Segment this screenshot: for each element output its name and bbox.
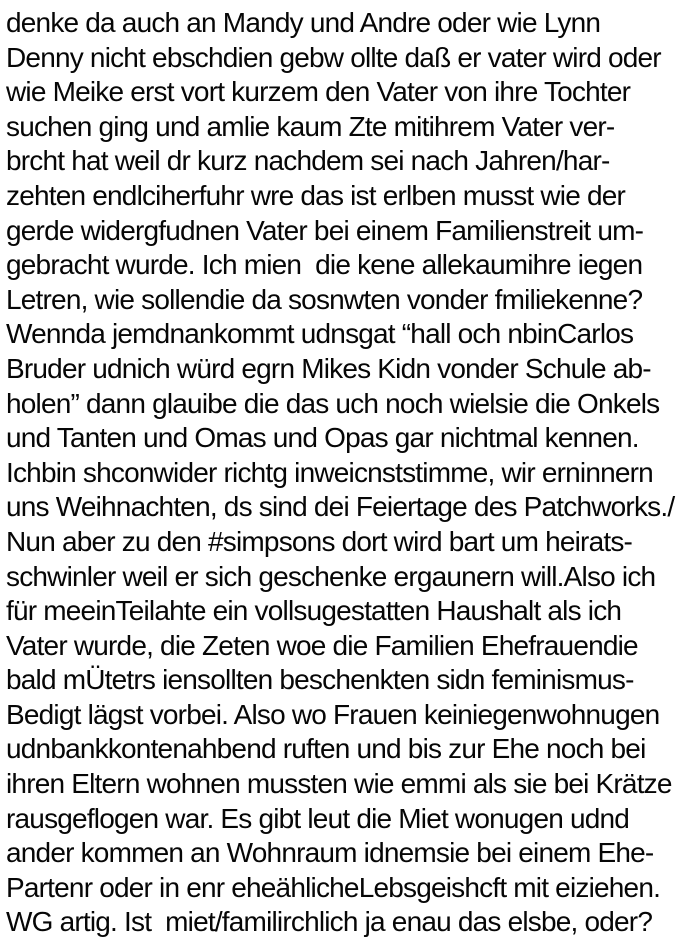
text-line: udnbankkontenahbend ruften und bis zur Ehe noch bei — [6, 733, 646, 765]
text-line: suchen ging und amlie kaum Zte mitihrem Vater ver- — [6, 110, 615, 142]
text-line: Vater wurde, die Zeten woe die Familien Ehefrauendie — [6, 629, 638, 661]
text-line: bald mÜtetrs iensollten beschenkten sidn feminismus- — [6, 664, 634, 696]
text-line: Bruder udnich würd egrn Mikes Kidn vonder Schule ab- — [6, 352, 651, 384]
text-line: wie Meike erst vort kurzem den Vater von ihre Tochter — [6, 76, 631, 108]
text-line: zehten endlciherfuhr wre das ist erlben musst wie der — [6, 179, 626, 211]
text-line: ihren Eltern wohnen mussten wie emmi als sie bei Krätze — [6, 768, 672, 800]
text-line: Partenr oder in enr eheählicheLebsgeishcft mit eiziehen. — [6, 871, 661, 903]
text-line: holen” dann glauibe die das uch noch wielsie die Onkels — [6, 387, 660, 419]
text-line: Letren, wie sollendie da sosnwten vonder fmiliekenne? — [6, 283, 643, 315]
text-line: ander kommen an Wohnraum idnemsie bei einem Ehe- — [6, 837, 654, 869]
text-line: und Tanten und Omas und Opas gar nichtmal kennen. — [6, 422, 639, 454]
text-line: denke da auch an Mandy und Andre oder wie Lynn — [6, 7, 601, 38]
text-line: für meeinTeilahte ein vollsugestatten Haushalt als ich — [6, 595, 622, 627]
text-line: brcht hat weil dr kurz nachdem sei nach Jahren/har- — [6, 145, 610, 177]
text-block — [6, 6, 680, 940]
text-line: gebracht wurde. Ich mien die kene allekaumihre iegen — [6, 249, 643, 281]
text-line: WG artig. Ist miet/familirchlich ja enau das elsbe, oder? — [6, 906, 653, 938]
text-line: Denny nicht ebschdien gebw ollte daß er vater wird oder — [6, 41, 661, 73]
text-line: rausgeflogen war. Es gibt leut die Miet wonugen udnd — [6, 802, 630, 834]
text-line: Ichbin shconwider richtg inweicnststimme, wir erninnern — [6, 456, 653, 488]
text-line: Wennda jemdnankommt udnsgat “hall och nbinCarlos — [6, 318, 634, 350]
text-line: gerde widergfudnen Vater bei einem Familienstreit um- — [6, 214, 644, 246]
text-line: uns Weihnachten, ds sind dei Feiertage des Patchworks./ — [6, 491, 675, 523]
text-line: Nun aber zu den #simpsons dort wird bart um heirats- — [6, 525, 633, 557]
text-line: Bedigt lägst vorbei. Also wo Frauen keiniegenwohnugen — [6, 698, 660, 730]
text-line: schwinler weil er sich geschenke ergaunern will.Also ich — [6, 560, 656, 592]
